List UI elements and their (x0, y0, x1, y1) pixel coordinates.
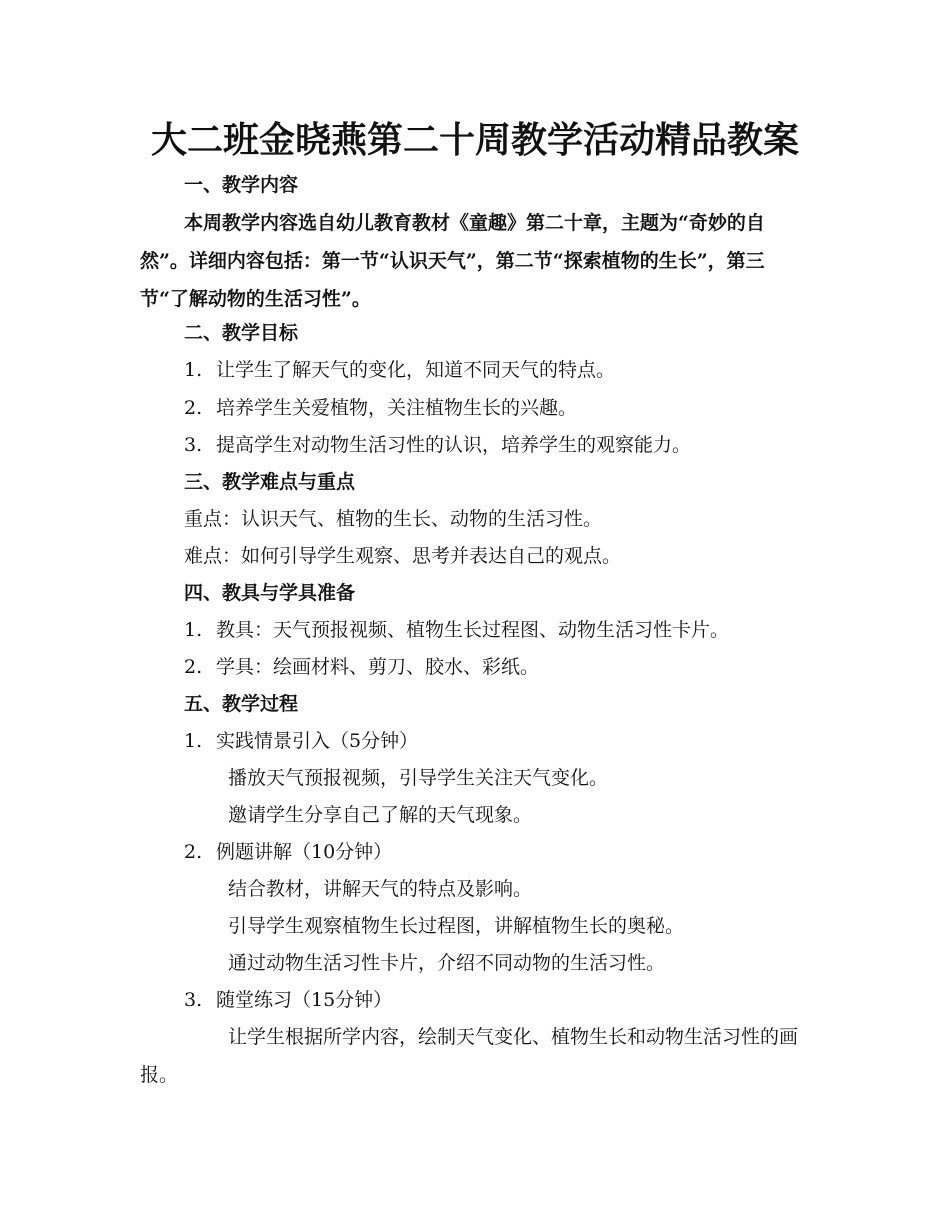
page-title: 大二班金晓燕第二十周教学活动精品教案 (150, 119, 799, 161)
process-step: 3. 随堂练习（15分钟） (184, 989, 393, 1011)
difficulty-text: 难点：如何引导学生观察、思考并表达自己的观点。 (184, 545, 622, 567)
content-paragraph: 本周教学内容选自幼儿教育教材《童趣》第二十章，主题为“奇妙的自然”。详细内容包括：第一节“认识天气”，第二节“探索植物的生长”，第三节“了解动物的生活习性”。 (140, 212, 765, 310)
section-heading-content: 一、教学内容 (184, 174, 299, 196)
process-step: 1. 实践情景引入（5分钟） (184, 730, 419, 752)
section-heading-process: 五、教学过程 (184, 693, 299, 715)
process-paragraph: 让学生根据所学内容，绘制天气变化、植物生长和动物生活习性的画报。 (140, 1026, 799, 1086)
section-heading-goals: 二、教学目标 (184, 322, 299, 344)
process-step: 2. 例题讲解（10分钟） (184, 841, 393, 863)
list-item: 2. 培养学生关爱植物，关注植物生长的兴趣。 (184, 397, 578, 419)
key-point-text: 重点：认识天气、植物的生长、动物的生活习性。 (184, 508, 603, 530)
list-item: 1. 让学生了解天气的变化，知道不同天气的特点。 (184, 359, 616, 381)
process-detail: 结合教材，讲解天气的特点及影响。 (228, 878, 533, 900)
list-item: 2. 学具：绘画材料、剪刀、胶水、彩纸。 (184, 656, 540, 678)
section-heading-key-points: 三、教学难点与重点 (184, 471, 356, 493)
section-heading-materials: 四、教具与学具准备 (184, 582, 356, 604)
process-detail: 通过动物生活习性卡片，介绍不同动物的生活习性。 (228, 952, 666, 974)
process-detail: 引导学生观察植物生长过程图，讲解植物生长的奥秘。 (228, 915, 685, 937)
process-detail: 邀请学生分享自己了解的天气现象。 (228, 804, 533, 826)
list-item: 1. 教具：天气预报视频、植物生长过程图、动物生活习性卡片。 (184, 619, 730, 641)
process-detail: 播放天气预报视频，引导学生关注天气变化。 (228, 767, 609, 789)
list-item: 3. 提高学生对动物生活习性的认识，培养学生的观察能力。 (184, 434, 692, 456)
